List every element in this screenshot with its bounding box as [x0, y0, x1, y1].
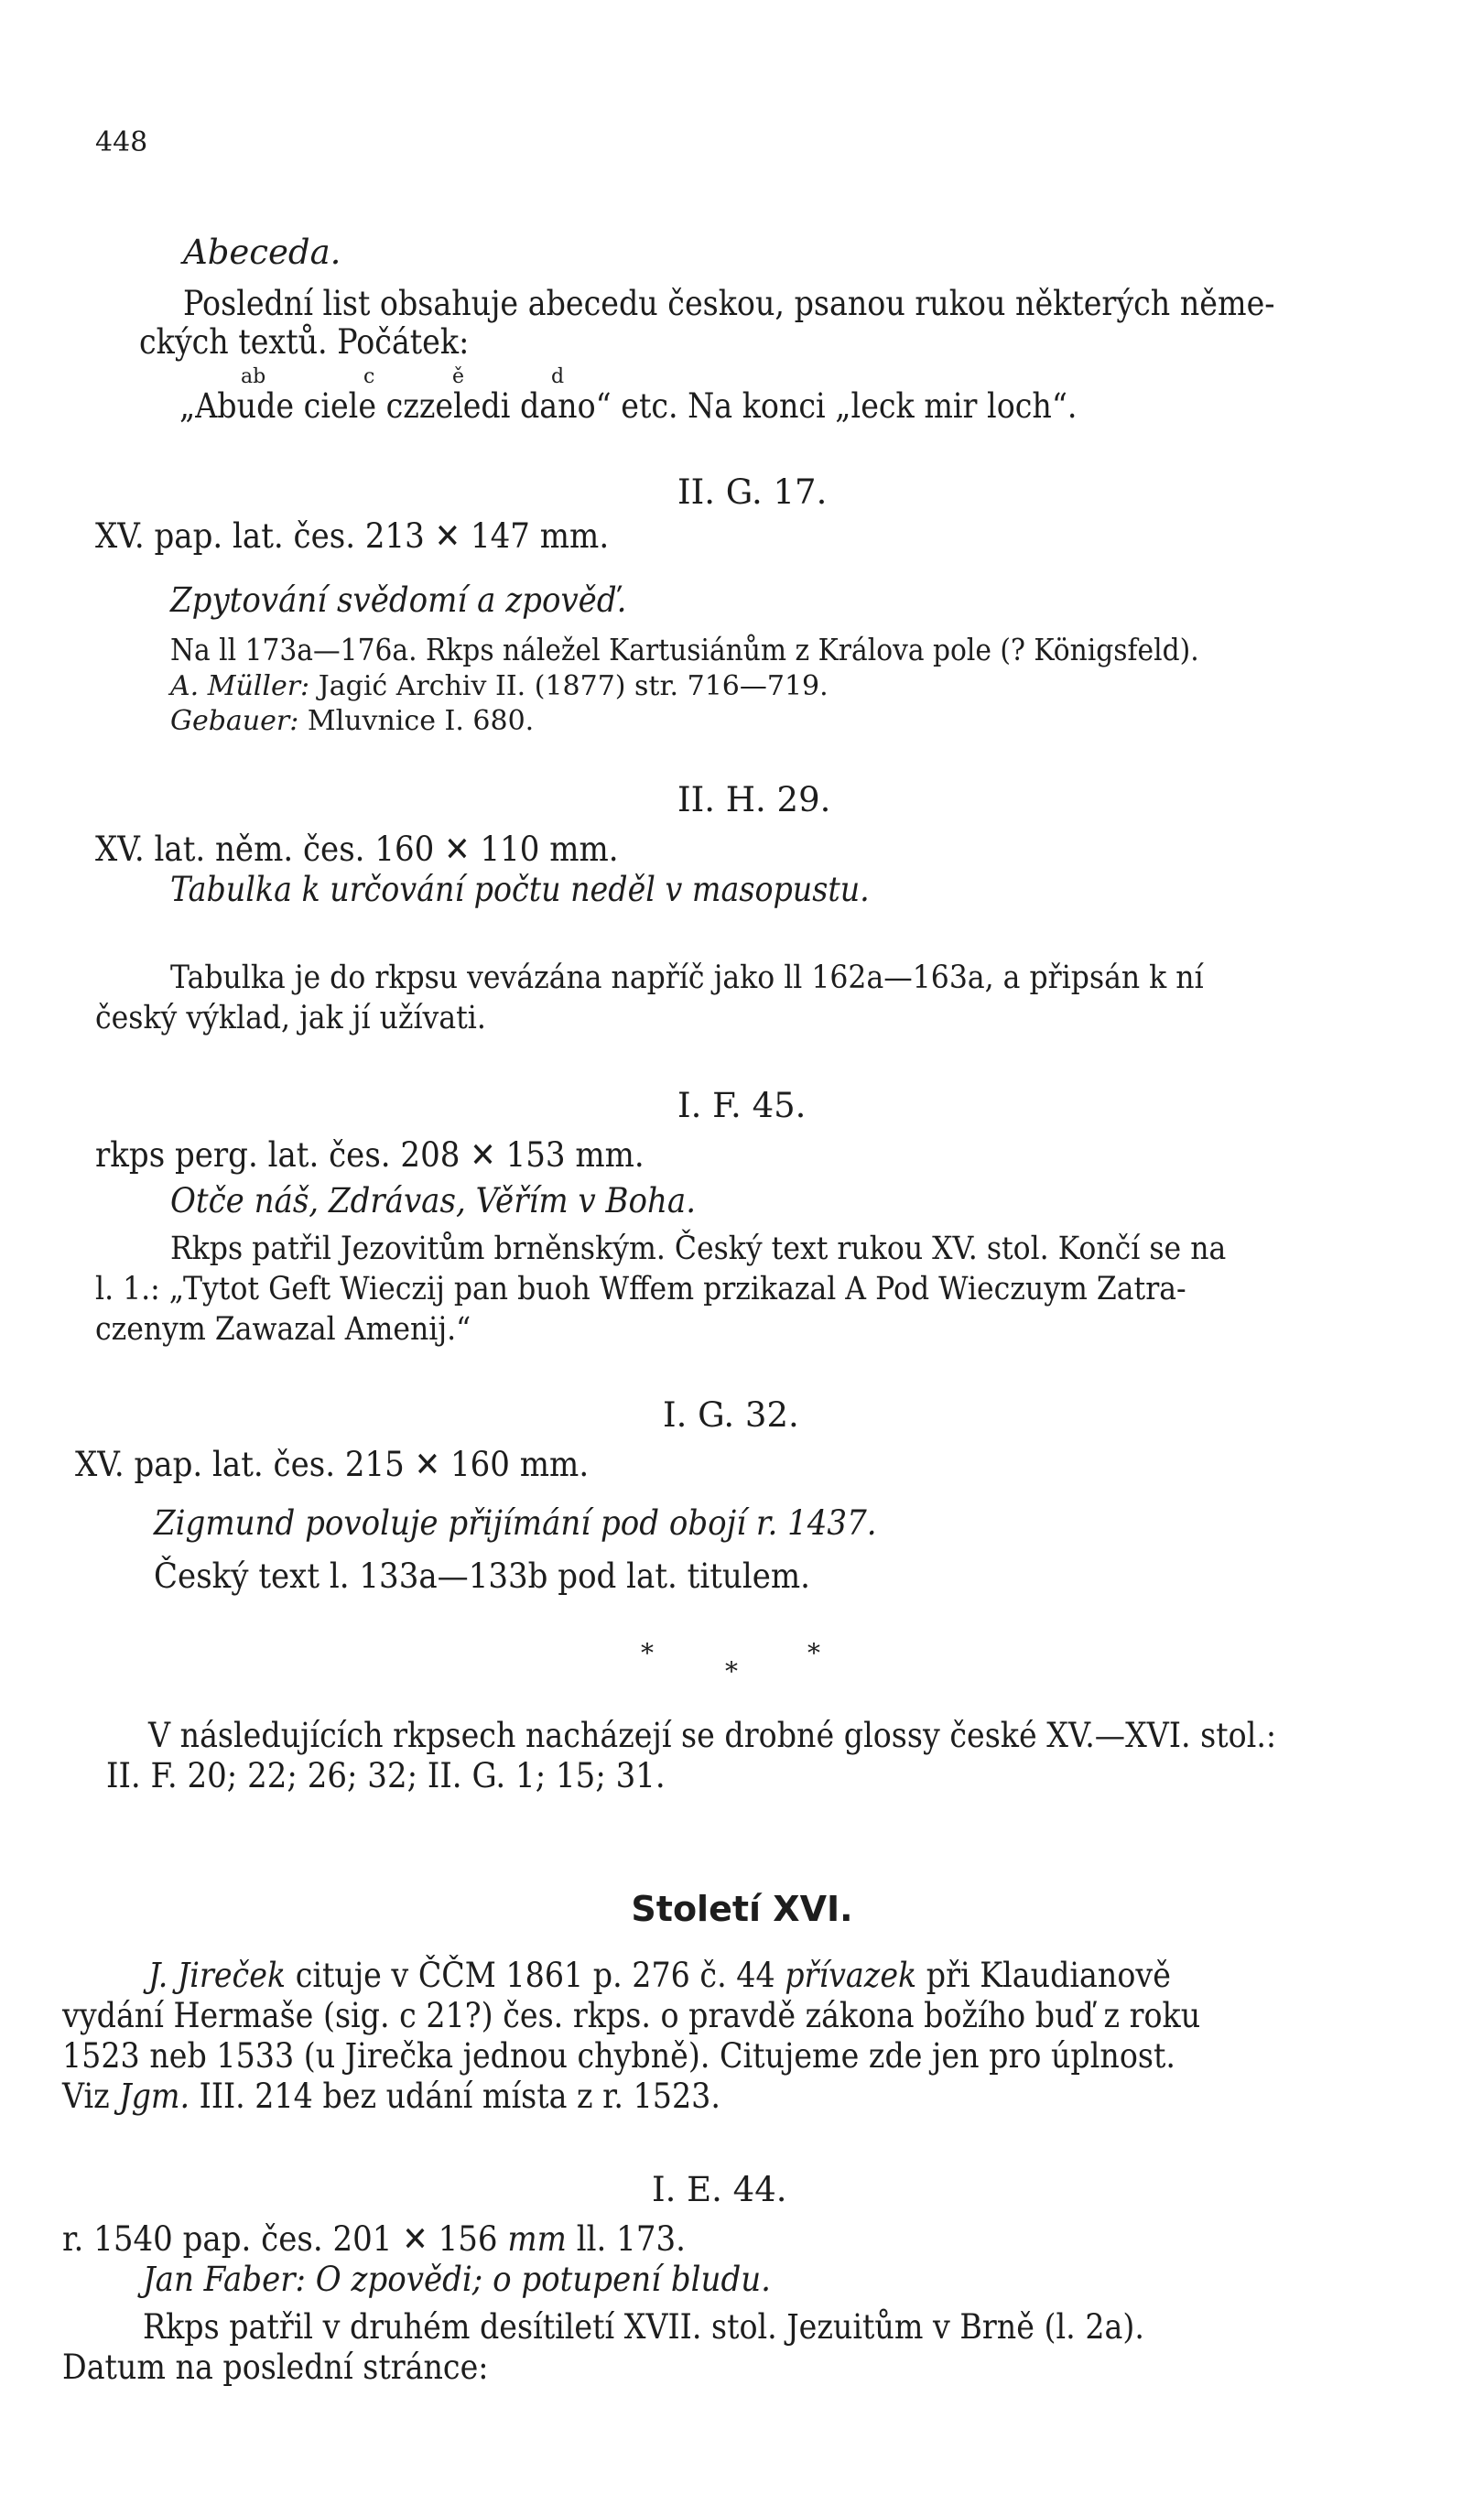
reference-line	[170, 705, 534, 738]
shelfmark: I. G. 32.	[663, 1395, 799, 1435]
manuscript-description	[62, 2219, 686, 2260]
text-run: : O zpovědi; o potupení bludu.	[295, 2260, 771, 2299]
reference-line	[170, 670, 829, 703]
shelfmark: II. G. 17.	[677, 472, 828, 512]
text-run: III. 214 bez udání místa z r. 1523.	[190, 2077, 720, 2116]
manuscript-title	[143, 2260, 771, 2300]
asterisk-divider: *	[641, 1638, 654, 1668]
paragraph-line: Datum na poslední stránce:	[62, 2348, 489, 2387]
manuscript-description: XV. pap. lat. čes. 213 ✕ 147 mm.	[95, 516, 610, 556]
shelfmark: I. F. 45.	[677, 1086, 807, 1125]
paragraph-line: czenym Zawazal Amenij.“	[95, 1311, 471, 1348]
reference-author: Gebauer:	[170, 705, 299, 737]
reference-text: Jagić Archiv II. (1877) str. 716—719.	[318, 670, 829, 702]
page-number: 448	[95, 126, 148, 158]
unit: mm	[507, 2219, 567, 2259]
paragraph-line: Český text l. 133a—133b pod lat. titulem.	[154, 1556, 810, 1596]
manuscript-description: XV. pap. lat. čes. 215 ✕ 160 mm.	[75, 1445, 590, 1484]
reference-author: A. Müller:	[170, 670, 310, 702]
paragraph-line: Rkps patřil Jezovitům brněnským. Český text rukou XV. stol. Končí se na	[170, 1231, 1227, 1267]
paragraph-line	[148, 1956, 1171, 1996]
superscript-letter: c	[363, 365, 375, 388]
manuscript-title: Otče náš, Zdrávas, Věřím v Boha.	[170, 1181, 697, 1220]
paragraph-line: „Abude ciele czzeledi dano“ etc. Na konci „leck mir loch“.	[179, 386, 1078, 426]
manuscript-description: rkps perg. lat. čes. 208 ✕ 153 mm.	[95, 1135, 645, 1175]
manuscript-title: Tabulka k určování počtu neděl v masopustu.	[170, 870, 870, 909]
text-run: cituje v ČČM 1861 p. 276 č. 44	[286, 1956, 785, 1995]
paragraph-line: Na ll 173a—176a. Rkps náležel Kartusiánům z Králova pole (? Königsfeld).	[170, 632, 1199, 667]
paragraph-line: vydání Hermaše (sig. c 21?) čes. rkps. o pravdě zákona božího buď z roku	[62, 1996, 1201, 2035]
superscript-letter: ě	[452, 365, 465, 388]
paragraph-line	[62, 2077, 720, 2117]
asterisk-divider: *	[807, 1638, 820, 1668]
paragraph-line: český výklad, jak jí užívati.	[95, 1000, 486, 1036]
author-name: Jan Faber	[143, 2260, 296, 2299]
shelfmark: I. E. 44.	[652, 2170, 787, 2209]
text-run: r. 1540 pap. čes. 201 ✕ 156	[62, 2219, 508, 2259]
superscript-letter: ab	[241, 365, 266, 388]
abbreviation: Jgm.	[119, 2077, 190, 2116]
paragraph-line: 1523 neb 1533 (u Jirečka jednou chybně). Citujeme zde jen pro úplnost.	[62, 2036, 1175, 2076]
text-run: ll. 173.	[566, 2219, 686, 2259]
author-name: J. Jireček	[148, 1956, 287, 1995]
manuscript-title: Zigmund povoluje přijímání pod obojí r. 1437.	[154, 1503, 877, 1543]
text-run: při Klaudianově	[916, 1956, 1171, 1995]
paragraph-line: ckých textů. Počátek:	[139, 322, 470, 362]
century-heading: Století XVI.	[631, 1889, 853, 1929]
paragraph-line: Tabulka je do rkpsu vevázána napříč jako ll 162a—163a, a připsán k ní	[170, 960, 1204, 996]
italic-term: přívazek	[785, 1956, 917, 1995]
asterisk-divider: *	[725, 1656, 738, 1686]
reference-text: Mluvnice I. 680.	[307, 705, 535, 737]
paragraph-line: V následujících rkpsech nacházejí se drobné glossy české XV.—XVI. stol.:	[148, 1716, 1277, 1755]
shelfmark: II. H. 29.	[677, 780, 831, 819]
text-run: Viz	[62, 2077, 120, 2116]
paragraph-line: II. F. 20; 22; 26; 32; II. G. 1; 15; 31.	[106, 1756, 666, 1795]
paragraph-line: l. 1.: „Tytot Geft Wieczij pan buoh Wffem przikazal A Pod Wieczuym Zatra-	[95, 1271, 1186, 1307]
paragraph-line: Poslední list obsahuje abecedu českou, psanou rukou některých něme-	[183, 284, 1275, 323]
section-title-abeceda: Abeceda.	[183, 233, 341, 272]
manuscript-description: XV. lat. něm. čes. 160 ✕ 110 mm.	[95, 830, 619, 869]
superscript-letter: d	[551, 365, 565, 388]
paragraph-line: Rkps patřil v druhém desítiletí XVII. stol. Jezuitům v Brně (l. 2a).	[143, 2307, 1144, 2347]
manuscript-title: Zpytování svědomí a zpověď.	[170, 580, 627, 620]
